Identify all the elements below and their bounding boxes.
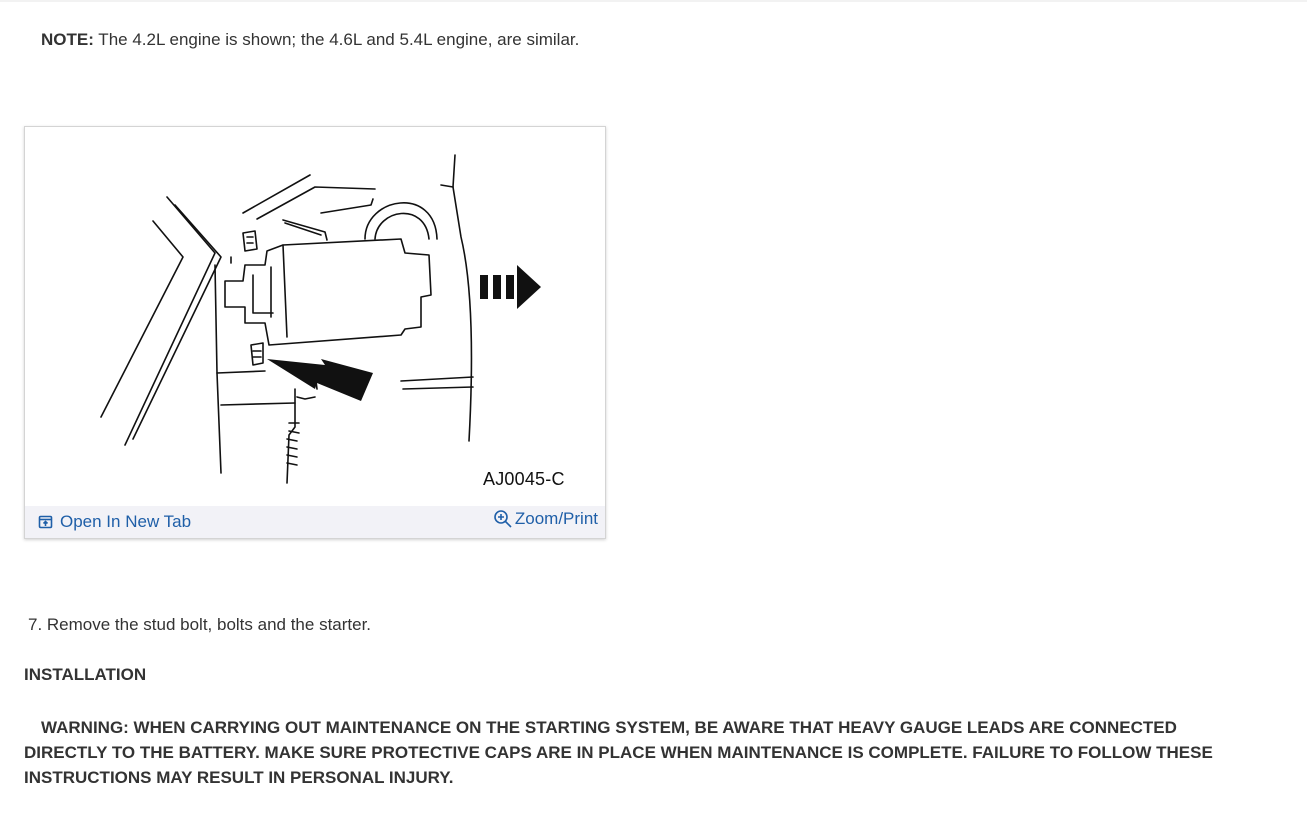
lower-shaft-top xyxy=(297,397,315,399)
starter-diagram xyxy=(25,127,605,505)
note-label: NOTE: xyxy=(41,30,94,49)
top-bolt xyxy=(243,231,257,251)
zoom-print-link[interactable] xyxy=(493,509,598,529)
pointer-arrow-icon xyxy=(267,359,373,401)
direction-arrow-icon xyxy=(480,265,541,309)
engine-edge-tick xyxy=(441,185,453,187)
starter-seam xyxy=(283,245,287,337)
bracket-top-line xyxy=(243,175,310,213)
figure-code: AJ0045-C xyxy=(483,469,565,489)
figure-toolbar xyxy=(25,506,605,538)
installation-warning: WARNING: WHEN CARRYING OUT MAINTENANCE ON THE STARTING SYSTEM, BE AWARE THAT HEAVY GAUGE LEADS ARE CONNECTED DIRECTLY TO THE BATTERY. MAKE SURE PROTECTIVE CAPS ARE IN PLACE WHEN MAINTENANCE IS COMPLETE. FAILURE TO FOLLOW THESE INSTRUCTIONS MAY RESULT IN PERSONAL INJURY. xyxy=(24,718,1213,787)
starter-body xyxy=(225,239,431,345)
bracket-upper-ledge xyxy=(321,199,373,213)
engine-edge-right xyxy=(453,155,471,441)
bracket-top-edge xyxy=(257,187,375,219)
lower-bolt xyxy=(251,343,263,365)
frame-line-inner xyxy=(133,205,221,439)
installation-heading: INSTALLATION xyxy=(24,665,147,684)
lower-right-ledge xyxy=(401,377,473,381)
top-divider xyxy=(0,0,1307,2)
open-new-tab-icon xyxy=(38,514,54,530)
zoom-in-icon xyxy=(493,509,513,529)
lower-left-edge xyxy=(217,373,221,473)
frame-line-outer xyxy=(101,221,183,417)
zoom-print-label: Zoom/Print xyxy=(514,509,598,528)
housing-arc-inner xyxy=(375,213,429,239)
starter-illustration[interactable] xyxy=(25,127,605,505)
lower-right-ledge-2 xyxy=(403,387,473,389)
step-7-text: 7. Remove the stud bolt, bolts and the starter. xyxy=(28,615,372,634)
note-paragraph xyxy=(41,30,579,50)
lower-ledge xyxy=(221,403,295,405)
figure-card xyxy=(24,126,606,539)
note-text: The 4.2L engine is shown; the 4.6L and 5.4L engine, are similar. xyxy=(93,30,580,49)
top-bolt-threads xyxy=(247,237,253,243)
lower-bolt-threads xyxy=(253,351,261,357)
open-in-new-tab-link[interactable] xyxy=(38,512,191,532)
solenoid-edge xyxy=(253,275,273,313)
open-in-new-tab-label: Open In New Tab xyxy=(60,512,192,531)
